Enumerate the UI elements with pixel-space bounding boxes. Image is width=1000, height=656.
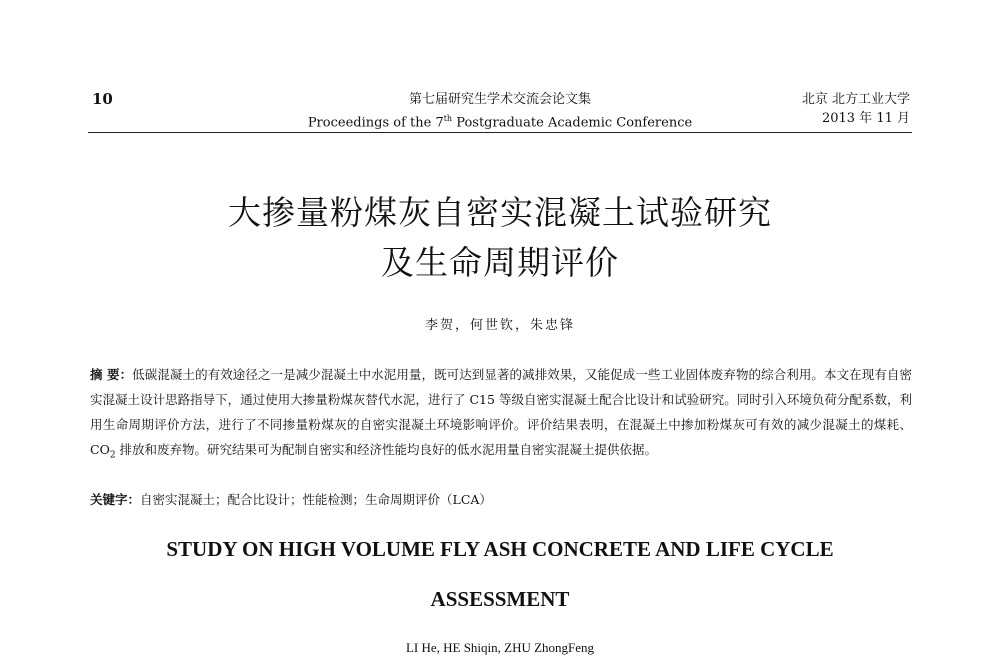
proceedings-header [240, 90, 760, 132]
authors-en: LI He, HE Shiqin, ZHU ZhongFeng [405, 640, 595, 655]
keywords [90, 490, 912, 510]
en-title-line-2: ASSESSMENT [430, 587, 570, 611]
conference-location: 北京 北方工业大学 [801, 92, 910, 107]
paper-title-cn [0, 188, 1000, 288]
header-divider [88, 132, 912, 133]
proceedings-title-cn: 第七届研究生学术交流会论文集 [408, 92, 591, 107]
paper-title-en [0, 524, 1000, 624]
abstract [90, 362, 912, 469]
abstract-text-1: 低碳混凝土的有效途径之一是减少混凝土中水泥用量，既可达到显著的减排效果，又能促成一些工业固体废弃物的综合利用。本文在现有自密实混凝土设计思路指导下，通过使用大掺量粉煤灰替代水泥，进行了 C15 等级自密实混凝土配合比设计和试验研究。同时引入环境负荷分配系数，利用生命周期评价方法，进行了不同掺量粉煤灰的自密实混凝土环境影响评价。评价结果表明，在混凝土中掺加粉煤灰可有效的减少混凝土的煤耗、CO [90, 367, 912, 457]
page-number: 10 [92, 90, 113, 108]
keywords-text: 自密实混凝土；配合比设计；性能检测；生命周期评价（LCA） [140, 492, 492, 507]
authors-cn: 李贺，何世钦，朱忠锋 [424, 318, 575, 333]
proceedings-title-en: Proceedings of the 7th Postgraduate Academic Conference [307, 114, 693, 131]
abstract-text-2: 排放和废弃物。研究结果可为配制自密实和经济性能均良好的低水泥用量自密实混凝土提供依据。 [115, 442, 658, 457]
keywords-label: 关键字： [90, 492, 141, 507]
title-line-1: 大掺量粉煤灰自密实混凝土试验研究 [228, 193, 772, 232]
abstract-label: 摘 要： [90, 367, 133, 382]
conference-location-date [802, 90, 910, 128]
co2-subscript: 2 [109, 450, 116, 461]
title-line-2: 及生命周期评价 [381, 243, 619, 282]
conference-date: 2013 年 11 月 [821, 111, 910, 126]
en-title-line-1: STUDY ON HIGH VOLUME FLY ASH CONCRETE AND LIFE CYCLE [166, 537, 834, 561]
